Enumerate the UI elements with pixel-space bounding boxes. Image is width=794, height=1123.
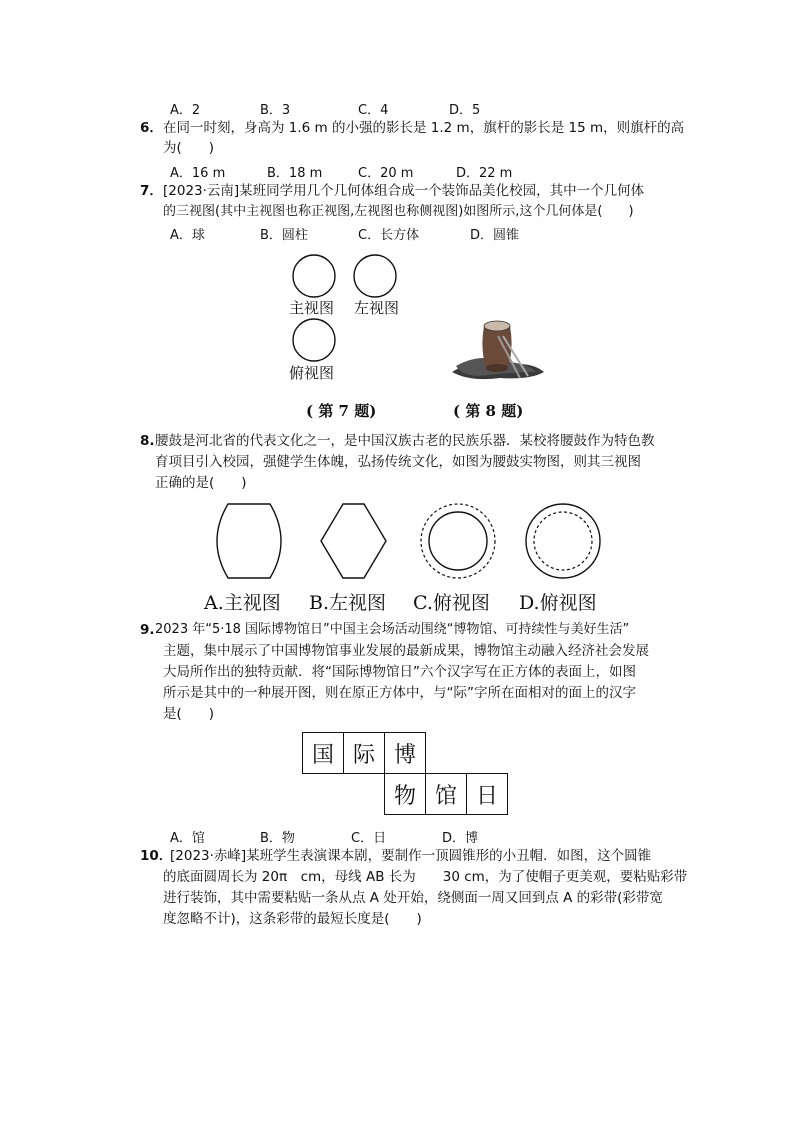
q7-option-c: C．长方体 (358, 228, 420, 243)
q6-option-d: D．22 m (456, 166, 513, 181)
q9-number: 9. (140, 622, 155, 638)
net-cell-guan: 馆 (425, 773, 467, 815)
q10-line-3: 进行装饰，其中需要粘贴一条从点 A 处开始，绕侧面一周又回到点 A 的彩带(彩带宽 (163, 890, 663, 906)
q7-option-a: A．球 (170, 228, 205, 243)
q8-number: 8. (140, 433, 155, 449)
q9-line-4: 所示是其中的一种展开图，则在原正方体中，与“际”字所在面相对的面上的汉字 (163, 685, 636, 701)
q6-option-b: B．18 m (267, 166, 323, 181)
q9-option-a: A．馆 (170, 831, 205, 846)
q7-option-d: D．圆锥 (470, 228, 520, 243)
q8-line-1: 腰鼓是河北省的代表文化之一，是中国汉族古老的民族乐器．某校将腰鼓作为特色教 (155, 433, 655, 449)
q9-option-b: B．物 (260, 831, 295, 846)
q6-line-1: 在同一时刻，身高为 1.6 m 的小强的影长是 1.2 m，旗杆的影长是 15 m，则旗杆的高 (163, 120, 685, 136)
q10-line-1: [2023·赤峰]某班学生表演课本剧，要制作一顶圆锥形的小丑帽．如图，这个圆锥 (170, 848, 652, 864)
q7-front-view-label: 主视图 (289, 299, 335, 317)
net-cell-ji: 际 (343, 732, 385, 774)
q7-line-1: [2023·云南]某班同学用几个几何体组合成一个装饰品美化校园，其中一个几何体 (163, 183, 645, 199)
q5-option-c: C．4 (358, 103, 389, 118)
q7-top-view-label: 俯视图 (289, 364, 335, 382)
q7-left-view-label: 左视图 (354, 299, 400, 317)
q6-line-2: 为( ) (163, 140, 215, 156)
q9-line-1: 2023 年“5·18 国际博物馆日”中国主会场活动围绕“博物馆、可持续性与美好生活” (155, 622, 630, 637)
q5-option-a: A．2 (170, 103, 201, 118)
net-cell-bo: 博 (384, 732, 426, 774)
q9-line-2: 主题，集中展示了中国博物馆事业发展的最新成果，博物馆主动融入经济社会发展 (163, 643, 649, 659)
q6-option-c: C．20 m (358, 166, 414, 181)
q7-line-2: 的三视图(其中主视图也称正视图,左视图也称侧视图)如图所示,这个几何体是( ) (163, 204, 634, 219)
q10-number: 10． (140, 848, 173, 864)
q8-option-c-label: C.俯视图 (413, 592, 490, 614)
q7-number: 7． (140, 183, 163, 199)
q9-option-d: D．博 (442, 831, 479, 846)
net-cell-ri: 日 (466, 773, 508, 815)
q9-line-3: 大局所作出的独特贡献．将“国际博物馆日”六个汉字写在正方体的表面上，如图 (163, 664, 636, 680)
q7-option-b: B．圆柱 (260, 228, 308, 243)
q9-line-5: 是( ) (163, 706, 215, 722)
q8-option-d-figure (0, 0, 1, 1)
q8-line-2: 育项目引入校园，强健学生体魄，弘扬传统文化，如图为腰鼓实物图，则其三视图 (155, 454, 641, 470)
q6-number: 6． (140, 120, 163, 136)
net-cell-wu: 物 (384, 773, 426, 815)
q7-caption: ( 第 7 题) (306, 402, 377, 420)
q8-option-b-label: B.左视图 (309, 592, 387, 614)
q8-line-3: 正确的是( ) (155, 475, 247, 491)
q9-option-c: C．日 (351, 831, 387, 846)
q8-option-a-label: A.主视图 (204, 592, 281, 614)
net-cell-guo: 国 (302, 732, 344, 774)
q6-option-a: A．16 m (170, 166, 226, 181)
q5-option-d: D．5 (449, 103, 481, 118)
q10-line-2: 的底面圆周长为 20π cm，母线 AB 长为 30 cm，为了使帽子更美观，要粘贴彩带 (163, 869, 688, 885)
q10-line-4: 度忽略不计)，这条彩带的最短长度是( ) (163, 911, 422, 927)
q5-option-b: B．3 (260, 103, 291, 118)
q8-caption: ( 第 8 题) (453, 402, 524, 420)
q8-option-d-label: D.俯视图 (519, 592, 597, 614)
